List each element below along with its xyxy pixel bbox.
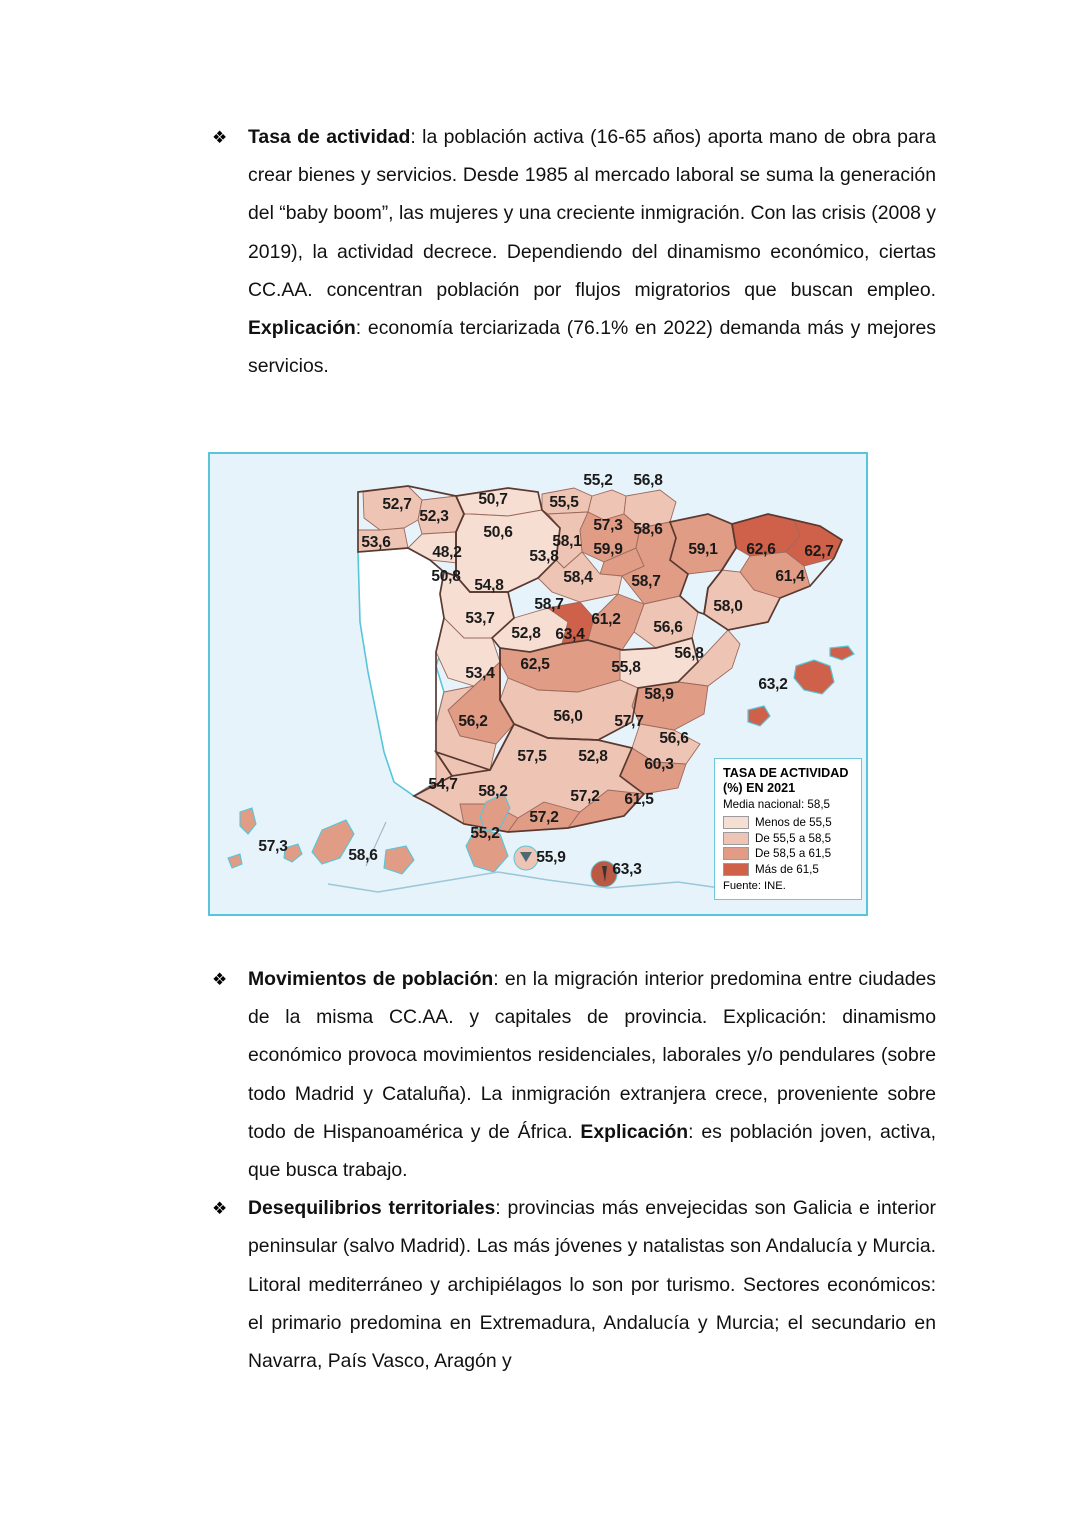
paragraph-lead-tasa: Tasa de actividad	[248, 126, 411, 148]
map-value-label: 53,7	[465, 610, 495, 627]
paragraph-text-tasa: : la población activa (16-65 años) aporta mano de obra para crear bienes y servicios. Desde 1985 al mercado laboral se suma la generación del “baby boom”, las mujeres y una creciente inmigración. Con las crisis (2008 y 2019), la actividad decrece. Dependiendo del dinamismo económico, ciertas CC.AA. concentran población por flujos migratorios que buscan empleo.	[248, 126, 936, 301]
bullet-marker-icon-2: ❖	[212, 970, 228, 989]
map-value-label: 62,6	[746, 541, 776, 558]
legend-row-0	[723, 816, 853, 829]
map-value-label: 54,8	[474, 577, 504, 594]
legend-label-2: De 58,5 a 61,5	[755, 847, 832, 860]
map-value-label: 62,7	[804, 543, 834, 560]
map-value-label: 58,6	[348, 847, 378, 864]
legend-title-line1: TASA DE ACTIVIDAD	[723, 766, 849, 780]
map-value-label: 58,6	[633, 521, 663, 538]
legend-row-2	[723, 847, 853, 860]
map-value-label: 59,1	[688, 541, 718, 558]
map-value-label: 52,7	[382, 496, 412, 513]
map-value-label: 57,2	[529, 809, 559, 826]
map-value-label: 59,9	[593, 541, 623, 558]
map-value-label: 57,7	[614, 713, 644, 730]
figure-map-tasa-actividad	[208, 452, 868, 916]
map-value-label: 56,0	[553, 708, 583, 725]
legend-label-0: Menos de 55,5	[755, 816, 832, 829]
map-value-label: 53,6	[361, 534, 391, 551]
legend-title	[723, 766, 853, 795]
map-value-label: 58,1	[552, 533, 582, 550]
map-value-label: 62,5	[520, 656, 550, 673]
map-value-label: 63,2	[758, 676, 788, 693]
map-value-label: 58,2	[478, 783, 508, 800]
document-body-lower	[208, 960, 936, 1380]
legend-source: Fuente: INE.	[723, 879, 786, 892]
legend-label-3: Más de 61,5	[755, 862, 819, 876]
map-value-label: 52,8	[511, 625, 541, 642]
paragraph-lead-movimientos: Movimientos de población	[248, 968, 494, 990]
bullet-item-tasa-de-actividad	[208, 118, 936, 385]
map-value-label: 50,8	[431, 568, 461, 585]
map-value-label: 61,2	[591, 611, 621, 628]
map-value-label: 58,0	[713, 598, 743, 615]
map-value-label: 57,3	[258, 838, 288, 855]
map-value-label: 56,8	[633, 472, 663, 489]
map-value-label: 55,2	[583, 472, 613, 489]
map-value-label: 50,6	[483, 524, 513, 541]
map-value-label: 57,2	[570, 788, 600, 805]
legend-row-3	[723, 863, 853, 876]
legend-swatch-0	[723, 816, 749, 829]
map-legend	[714, 758, 862, 900]
map-value-label: 58,7	[534, 596, 564, 613]
map-value-label: 53,8	[529, 548, 559, 565]
map-value-label: 55,2	[470, 825, 500, 842]
legend-swatch-1	[723, 832, 749, 845]
bullet-marker-icon-3: ❖	[212, 1199, 228, 1219]
map-value-label: 58,9	[644, 686, 674, 703]
paragraph-text-desequilibrios: : provincias más envejecidas son Galicia e interior peninsular (salvo Madrid). Las más jóvenes y natalistas son Andalucía y Murcia. Litoral mediterráneo y archipiélagos lo son por turismo. Sectores económicos: el primario predomina en Extremadura, Andalucía y Murcia; el secundario en Navarra, País Vasco, Aragón y	[248, 1197, 936, 1373]
map-value-label: 58,7	[631, 573, 661, 590]
map-value-label: 52,8	[578, 748, 608, 765]
paragraph-tail-movimientos: : es población joven, activa, que busca trabajo.	[248, 1120, 937, 1182]
map-value-label: 55,5	[549, 494, 579, 511]
paragraph-lead2-movimientos: Explicación	[580, 1120, 689, 1143]
bullet-item-movimientos-de-poblacion	[208, 960, 936, 1189]
map-value-label: 57,3	[593, 517, 623, 534]
paragraph-text-movimientos: : en la migración interior predomina entre ciudades de la misma CC.AA. y capitales de provincia. Explicación: dinamismo económico provoca movimientos residenciales, laborales y/o pendulares (sobre todo Madrid y Cataluña). La inmigración extranjera crece, proveniente sobre todo de Hispanoamérica y de África.	[248, 968, 937, 1143]
map-value-label: 61,5	[624, 791, 654, 808]
paragraph-lead2-tasa: Explicación	[248, 317, 356, 340]
map-value-label: 55,8	[611, 659, 641, 676]
paragraph-movimientos	[248, 960, 936, 1189]
legend-swatch-3	[723, 863, 749, 876]
document-body	[208, 118, 936, 399]
map-value-label: 56,8	[674, 645, 704, 662]
map-value-label: 63,3	[612, 861, 642, 878]
legend-swatch-2	[723, 847, 749, 860]
paragraph-tasa-de-actividad	[248, 118, 936, 385]
map-value-label: 56,6	[659, 730, 689, 747]
map-value-label: 56,6	[653, 619, 683, 636]
map-value-label: 52,3	[419, 508, 449, 525]
map-value-label: 61,4	[775, 568, 805, 585]
paragraph-desequilibrios	[248, 1189, 936, 1380]
legend-row-1	[723, 832, 853, 845]
map-value-label: 63,4	[555, 626, 585, 643]
map-value-label: 57,5	[517, 748, 547, 765]
map-value-label: 54,7	[428, 776, 458, 793]
bullet-item-desequilibrios-territoriales	[208, 1189, 936, 1380]
legend-national-mean: Media nacional: 58,5	[723, 798, 830, 811]
map-value-label: 55,9	[536, 849, 566, 866]
map-value-label: 60,3	[644, 756, 674, 773]
map-value-label: 53,4	[465, 665, 495, 682]
bullet-marker-icon: ❖	[212, 128, 228, 147]
map-value-label: 48,2	[432, 544, 462, 561]
map-value-label: 50,7	[478, 491, 508, 508]
map-value-label: 56,2	[458, 713, 488, 730]
paragraph-tail-tasa: : economía terciarizada (76.1% en 2022) demanda más y mejores servicios.	[248, 317, 936, 378]
legend-title-line2: (%) EN 2021	[723, 780, 796, 795]
paragraph-lead-desequilibrios: Desequilibrios territoriales	[248, 1197, 496, 1220]
legend-label-1: De 55,5 a 58,5	[755, 831, 832, 845]
map-value-label: 58,4	[563, 569, 593, 586]
